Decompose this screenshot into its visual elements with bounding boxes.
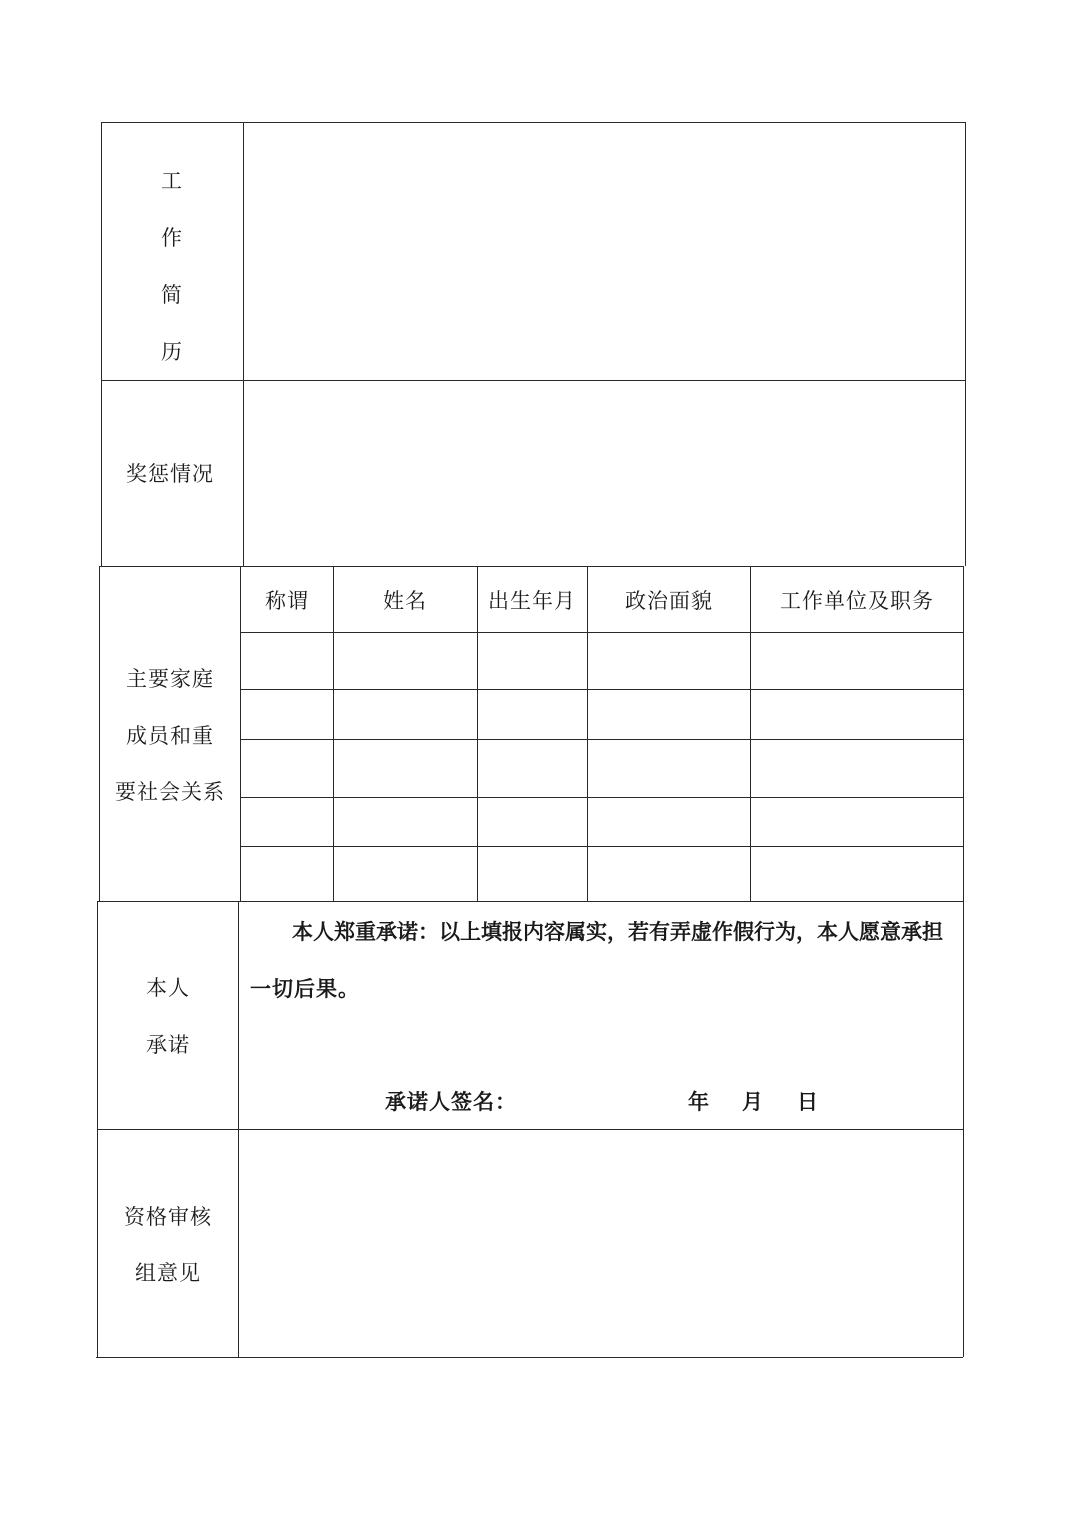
table-left-border-2 [99, 566, 100, 902]
signature-label: 承诺人签名： [385, 1090, 517, 1114]
table-cell[interactable] [241, 798, 333, 846]
date-month-label: 月 [742, 1090, 764, 1114]
table-cell[interactable] [588, 798, 750, 846]
table-cell[interactable] [588, 690, 750, 739]
column-header-employer-position: 工作单位及职务 [780, 589, 934, 613]
column-header-relation: 称谓 [265, 589, 309, 613]
table-cell[interactable] [478, 690, 587, 739]
pledge-label-line: 承诺 [146, 1033, 190, 1057]
table-cell[interactable] [478, 798, 587, 846]
table-cell[interactable] [478, 633, 587, 689]
table-cell[interactable] [478, 847, 587, 901]
signature-field[interactable] [515, 1086, 675, 1118]
date-day-label: 日 [797, 1090, 819, 1114]
column-header-birth: 出生年月 [488, 589, 576, 613]
column-header-political-status: 政治面貌 [625, 589, 713, 613]
work-history-label-char: 简 [161, 283, 183, 307]
rewards-field[interactable] [244, 381, 964, 565]
table-cell[interactable] [334, 740, 477, 797]
family-label-line: 要社会关系 [115, 780, 225, 804]
table-cell[interactable] [751, 690, 963, 739]
review-label-line: 资格审核 [124, 1205, 212, 1229]
table-cell[interactable] [334, 798, 477, 846]
table-cell[interactable] [588, 847, 750, 901]
table-right-border-2 [963, 566, 964, 1357]
table-cell[interactable] [334, 690, 477, 739]
family-label-line: 主要家庭 [126, 667, 214, 691]
table-cell[interactable] [241, 633, 333, 689]
table-cell[interactable] [241, 847, 333, 901]
divider-family-pledge [98, 901, 964, 902]
table-cell[interactable] [334, 847, 477, 901]
review-opinion-field[interactable] [239, 1130, 962, 1356]
table-right-border-1 [965, 122, 966, 566]
rewards-label: 奖惩情况 [126, 462, 214, 486]
table-cell[interactable] [241, 740, 333, 797]
table-cell[interactable] [751, 633, 963, 689]
work-history-label-char: 作 [161, 226, 183, 250]
pledge-statement-line1: 本人郑重承诺：以上填报内容属实，若有弄虚作假行为，本人愿意承担 [292, 920, 943, 944]
table-cell[interactable] [588, 633, 750, 689]
table-cell[interactable] [751, 798, 963, 846]
table-cell[interactable] [588, 740, 750, 797]
table-left-border-3 [97, 901, 98, 1358]
table-cell[interactable] [751, 740, 963, 797]
family-label-line: 成员和重 [126, 724, 214, 748]
pledge-label-line: 本人 [146, 976, 190, 1000]
work-history-label-char: 历 [161, 340, 183, 364]
table-left-border-1 [101, 122, 102, 566]
work-history-label-char: 工 [161, 169, 183, 193]
table-cell[interactable] [334, 633, 477, 689]
table-cell[interactable] [241, 690, 333, 739]
table-cell[interactable] [478, 740, 587, 797]
column-header-name: 姓名 [383, 589, 427, 613]
work-history-field[interactable] [244, 123, 964, 379]
table-cell[interactable] [751, 847, 963, 901]
divider-rewards-family [100, 566, 964, 567]
table-bottom-border [96, 1357, 963, 1358]
date-year-label: 年 [688, 1090, 710, 1114]
pledge-statement-line2: 一切后果。 [250, 977, 360, 1001]
review-label-line: 组意见 [135, 1261, 201, 1285]
